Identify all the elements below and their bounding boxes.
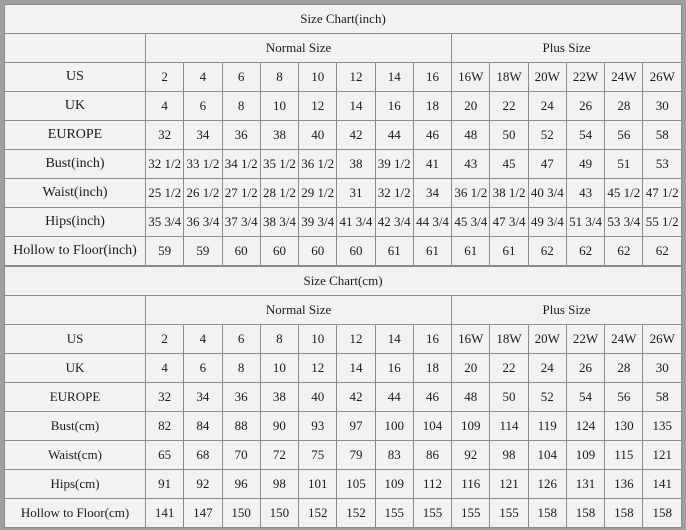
cell: 28 bbox=[605, 354, 643, 383]
cell: 121 bbox=[490, 470, 528, 499]
cell: 20 bbox=[452, 92, 490, 121]
cell: 28 bbox=[605, 92, 643, 121]
cell: 49 3/4 bbox=[528, 208, 566, 237]
cell: 34 bbox=[413, 179, 451, 208]
cell: 58 bbox=[643, 383, 682, 412]
cell: 155 bbox=[452, 499, 490, 528]
table-row bbox=[5, 441, 682, 470]
cell: 97 bbox=[337, 412, 375, 441]
cell: 35 1/2 bbox=[260, 150, 298, 179]
cell: 24 bbox=[528, 354, 566, 383]
cell: 91 bbox=[146, 470, 184, 499]
cell: 43 bbox=[452, 150, 490, 179]
cell: 141 bbox=[146, 499, 184, 528]
cell: 72 bbox=[260, 441, 298, 470]
cell: 116 bbox=[452, 470, 490, 499]
cell: 98 bbox=[490, 441, 528, 470]
cell: 18 bbox=[413, 92, 451, 121]
cell: 92 bbox=[184, 470, 222, 499]
cell: 90 bbox=[260, 412, 298, 441]
chart-group-row bbox=[5, 34, 682, 63]
cell: 2 bbox=[146, 325, 184, 354]
cell: 16 bbox=[375, 92, 413, 121]
group-empty bbox=[5, 34, 146, 63]
cell: 20W bbox=[528, 325, 566, 354]
cell: 155 bbox=[490, 499, 528, 528]
cell: 39 3/4 bbox=[299, 208, 337, 237]
cell: 65 bbox=[146, 441, 184, 470]
cell: 32 1/2 bbox=[146, 150, 184, 179]
cell: 18W bbox=[490, 325, 528, 354]
cell: 109 bbox=[375, 470, 413, 499]
cell: 26 bbox=[566, 354, 604, 383]
cell: 112 bbox=[413, 470, 451, 499]
page-title-cm: Size Chart(cm) bbox=[5, 267, 682, 296]
cell: 136 bbox=[605, 470, 643, 499]
cell: 62 bbox=[643, 237, 682, 266]
cell: 26W bbox=[643, 63, 682, 92]
cell: 22W bbox=[566, 325, 604, 354]
group-normal-size: Normal Size bbox=[146, 34, 452, 63]
cell: 6 bbox=[222, 63, 260, 92]
cell: 115 bbox=[605, 441, 643, 470]
table-row bbox=[5, 499, 682, 528]
cell: 45 3/4 bbox=[452, 208, 490, 237]
page-title: Size Chart(inch) bbox=[5, 5, 682, 34]
cell: 16W bbox=[452, 63, 490, 92]
cell: 28 1/2 bbox=[260, 179, 298, 208]
cell: 6 bbox=[184, 92, 222, 121]
cell: 60 bbox=[299, 237, 337, 266]
cell: 20W bbox=[528, 63, 566, 92]
cell: 41 bbox=[413, 150, 451, 179]
cell: 109 bbox=[452, 412, 490, 441]
cell: 150 bbox=[260, 499, 298, 528]
cell: 60 bbox=[337, 237, 375, 266]
cell: 36 bbox=[222, 383, 260, 412]
chart-title-row bbox=[5, 5, 682, 34]
cell: 4 bbox=[146, 92, 184, 121]
cell: 158 bbox=[605, 499, 643, 528]
cell: 22 bbox=[490, 92, 528, 121]
cell: 38 3/4 bbox=[260, 208, 298, 237]
row-label-hips: Hips(cm) bbox=[5, 470, 146, 499]
cell: 86 bbox=[413, 441, 451, 470]
cell: 12 bbox=[337, 63, 375, 92]
cell: 70 bbox=[222, 441, 260, 470]
cell: 61 bbox=[490, 237, 528, 266]
cell: 18 bbox=[413, 354, 451, 383]
cell: 4 bbox=[184, 63, 222, 92]
cell: 62 bbox=[528, 237, 566, 266]
cell: 104 bbox=[528, 441, 566, 470]
cell: 53 3/4 bbox=[605, 208, 643, 237]
table-row bbox=[5, 383, 682, 412]
cell: 32 bbox=[146, 383, 184, 412]
cell: 61 bbox=[413, 237, 451, 266]
cell: 47 1/2 bbox=[643, 179, 682, 208]
cell: 12 bbox=[337, 325, 375, 354]
cell: 14 bbox=[337, 92, 375, 121]
cell: 61 bbox=[452, 237, 490, 266]
cell: 6 bbox=[222, 325, 260, 354]
cell: 44 bbox=[375, 121, 413, 150]
cell: 52 bbox=[528, 121, 566, 150]
row-label-hollow-to-floor: Hollow to Floor(inch) bbox=[5, 237, 146, 266]
cell: 61 bbox=[375, 237, 413, 266]
cell: 36 3/4 bbox=[184, 208, 222, 237]
cell: 6 bbox=[184, 354, 222, 383]
cell: 62 bbox=[566, 237, 604, 266]
cell: 47 bbox=[528, 150, 566, 179]
table-row bbox=[5, 208, 682, 237]
cell: 62 bbox=[605, 237, 643, 266]
cell: 38 bbox=[260, 383, 298, 412]
row-label-us: US bbox=[5, 63, 146, 92]
cell: 46 bbox=[413, 121, 451, 150]
cell: 135 bbox=[643, 412, 682, 441]
cell: 16 bbox=[413, 63, 451, 92]
cell: 83 bbox=[375, 441, 413, 470]
row-label-bust: Bust(cm) bbox=[5, 412, 146, 441]
table-row bbox=[5, 121, 682, 150]
row-label-uk: UK bbox=[5, 354, 146, 383]
table-row bbox=[5, 237, 682, 266]
cell: 75 bbox=[299, 441, 337, 470]
cell: 38 bbox=[337, 150, 375, 179]
chart-title-row bbox=[5, 267, 682, 296]
cell: 18W bbox=[490, 63, 528, 92]
table-row bbox=[5, 470, 682, 499]
cell: 124 bbox=[566, 412, 604, 441]
cell: 84 bbox=[184, 412, 222, 441]
cell: 10 bbox=[260, 92, 298, 121]
cell: 24W bbox=[605, 63, 643, 92]
cell: 35 3/4 bbox=[146, 208, 184, 237]
cell: 56 bbox=[605, 121, 643, 150]
cell: 147 bbox=[184, 499, 222, 528]
cell: 155 bbox=[375, 499, 413, 528]
cell: 8 bbox=[222, 92, 260, 121]
cell: 40 bbox=[299, 121, 337, 150]
cell: 104 bbox=[413, 412, 451, 441]
cell: 42 bbox=[337, 383, 375, 412]
cell: 16 bbox=[375, 354, 413, 383]
cell: 22W bbox=[566, 63, 604, 92]
cell: 60 bbox=[222, 237, 260, 266]
cell: 131 bbox=[566, 470, 604, 499]
cell: 109 bbox=[566, 441, 604, 470]
table-row bbox=[5, 63, 682, 92]
cell: 40 3/4 bbox=[528, 179, 566, 208]
cell: 10 bbox=[299, 325, 337, 354]
cell: 36 1/2 bbox=[452, 179, 490, 208]
cell: 48 bbox=[452, 121, 490, 150]
cell: 14 bbox=[375, 63, 413, 92]
cell: 36 bbox=[222, 121, 260, 150]
cell: 42 3/4 bbox=[375, 208, 413, 237]
row-label-waist: Waist(inch) bbox=[5, 179, 146, 208]
cell: 25 1/2 bbox=[146, 179, 184, 208]
cell: 27 1/2 bbox=[222, 179, 260, 208]
row-label-hollow-to-floor: Hollow to Floor(cm) bbox=[5, 499, 146, 528]
cell: 158 bbox=[528, 499, 566, 528]
cell: 40 bbox=[299, 383, 337, 412]
cell: 30 bbox=[643, 354, 682, 383]
cell: 37 3/4 bbox=[222, 208, 260, 237]
cell: 54 bbox=[566, 121, 604, 150]
cell: 150 bbox=[222, 499, 260, 528]
cell: 12 bbox=[299, 354, 337, 383]
row-label-europe: EUROPE bbox=[5, 383, 146, 412]
cell: 16W bbox=[452, 325, 490, 354]
cell: 68 bbox=[184, 441, 222, 470]
cell: 56 bbox=[605, 383, 643, 412]
cell: 46 bbox=[413, 383, 451, 412]
row-label-waist: Waist(cm) bbox=[5, 441, 146, 470]
cell: 52 bbox=[528, 383, 566, 412]
group-empty bbox=[5, 296, 146, 325]
cell: 39 1/2 bbox=[375, 150, 413, 179]
cell: 33 1/2 bbox=[184, 150, 222, 179]
group-plus-size: Plus Size bbox=[452, 296, 682, 325]
cell: 96 bbox=[222, 470, 260, 499]
cell: 47 3/4 bbox=[490, 208, 528, 237]
cell: 10 bbox=[260, 354, 298, 383]
chart-group-row bbox=[5, 296, 682, 325]
row-label-uk: UK bbox=[5, 92, 146, 121]
cell: 38 1/2 bbox=[490, 179, 528, 208]
cell: 60 bbox=[260, 237, 298, 266]
cell: 34 bbox=[184, 383, 222, 412]
cell: 36 1/2 bbox=[299, 150, 337, 179]
cell: 45 1/2 bbox=[605, 179, 643, 208]
cell: 152 bbox=[299, 499, 337, 528]
cell: 22 bbox=[490, 354, 528, 383]
cell: 50 bbox=[490, 383, 528, 412]
cell: 51 bbox=[605, 150, 643, 179]
cell: 101 bbox=[299, 470, 337, 499]
cell: 10 bbox=[299, 63, 337, 92]
cell: 26W bbox=[643, 325, 682, 354]
cell: 100 bbox=[375, 412, 413, 441]
cell: 79 bbox=[337, 441, 375, 470]
cell: 12 bbox=[299, 92, 337, 121]
cell: 44 bbox=[375, 383, 413, 412]
cell: 50 bbox=[490, 121, 528, 150]
cell: 34 1/2 bbox=[222, 150, 260, 179]
cell: 26 bbox=[566, 92, 604, 121]
cell: 41 3/4 bbox=[337, 208, 375, 237]
cell: 88 bbox=[222, 412, 260, 441]
cell: 59 bbox=[146, 237, 184, 266]
row-label-bust: Bust(inch) bbox=[5, 150, 146, 179]
row-label-hips: Hips(inch) bbox=[5, 208, 146, 237]
cell: 130 bbox=[605, 412, 643, 441]
size-chart-inch bbox=[4, 4, 682, 266]
cell: 54 bbox=[566, 383, 604, 412]
cell: 141 bbox=[643, 470, 682, 499]
table-row bbox=[5, 354, 682, 383]
cell: 48 bbox=[452, 383, 490, 412]
row-label-us: US bbox=[5, 325, 146, 354]
cell: 24W bbox=[605, 325, 643, 354]
cell: 4 bbox=[184, 325, 222, 354]
cell: 4 bbox=[146, 354, 184, 383]
cell: 126 bbox=[528, 470, 566, 499]
table-row bbox=[5, 412, 682, 441]
table-row bbox=[5, 179, 682, 208]
cell: 20 bbox=[452, 354, 490, 383]
cell: 42 bbox=[337, 121, 375, 150]
cell: 49 bbox=[566, 150, 604, 179]
cell: 44 3/4 bbox=[413, 208, 451, 237]
cell: 155 bbox=[413, 499, 451, 528]
size-chart-cm bbox=[4, 266, 682, 528]
cell: 158 bbox=[643, 499, 682, 528]
table-row bbox=[5, 150, 682, 179]
cell: 34 bbox=[184, 121, 222, 150]
cell: 31 bbox=[337, 179, 375, 208]
cell: 2 bbox=[146, 63, 184, 92]
cell: 32 1/2 bbox=[375, 179, 413, 208]
cell: 152 bbox=[337, 499, 375, 528]
cell: 14 bbox=[337, 354, 375, 383]
cell: 158 bbox=[566, 499, 604, 528]
row-label-europe: EUROPE bbox=[5, 121, 146, 150]
group-normal-size: Normal Size bbox=[146, 296, 452, 325]
cell: 8 bbox=[260, 63, 298, 92]
group-plus-size: Plus Size bbox=[452, 34, 682, 63]
cell: 55 1/2 bbox=[643, 208, 682, 237]
cell: 24 bbox=[528, 92, 566, 121]
cell: 58 bbox=[643, 121, 682, 150]
cell: 14 bbox=[375, 325, 413, 354]
cell: 51 3/4 bbox=[566, 208, 604, 237]
cell: 43 bbox=[566, 179, 604, 208]
cell: 16 bbox=[413, 325, 451, 354]
cell: 38 bbox=[260, 121, 298, 150]
table-row bbox=[5, 92, 682, 121]
cell: 121 bbox=[643, 441, 682, 470]
cell: 119 bbox=[528, 412, 566, 441]
cell: 59 bbox=[184, 237, 222, 266]
cell: 26 1/2 bbox=[184, 179, 222, 208]
cell: 30 bbox=[643, 92, 682, 121]
cell: 8 bbox=[222, 354, 260, 383]
cell: 32 bbox=[146, 121, 184, 150]
cell: 105 bbox=[337, 470, 375, 499]
cell: 29 1/2 bbox=[299, 179, 337, 208]
cell: 82 bbox=[146, 412, 184, 441]
cell: 114 bbox=[490, 412, 528, 441]
cell: 45 bbox=[490, 150, 528, 179]
table-row bbox=[5, 325, 682, 354]
cell: 8 bbox=[260, 325, 298, 354]
cell: 98 bbox=[260, 470, 298, 499]
cell: 92 bbox=[452, 441, 490, 470]
cell: 93 bbox=[299, 412, 337, 441]
cell: 53 bbox=[643, 150, 682, 179]
